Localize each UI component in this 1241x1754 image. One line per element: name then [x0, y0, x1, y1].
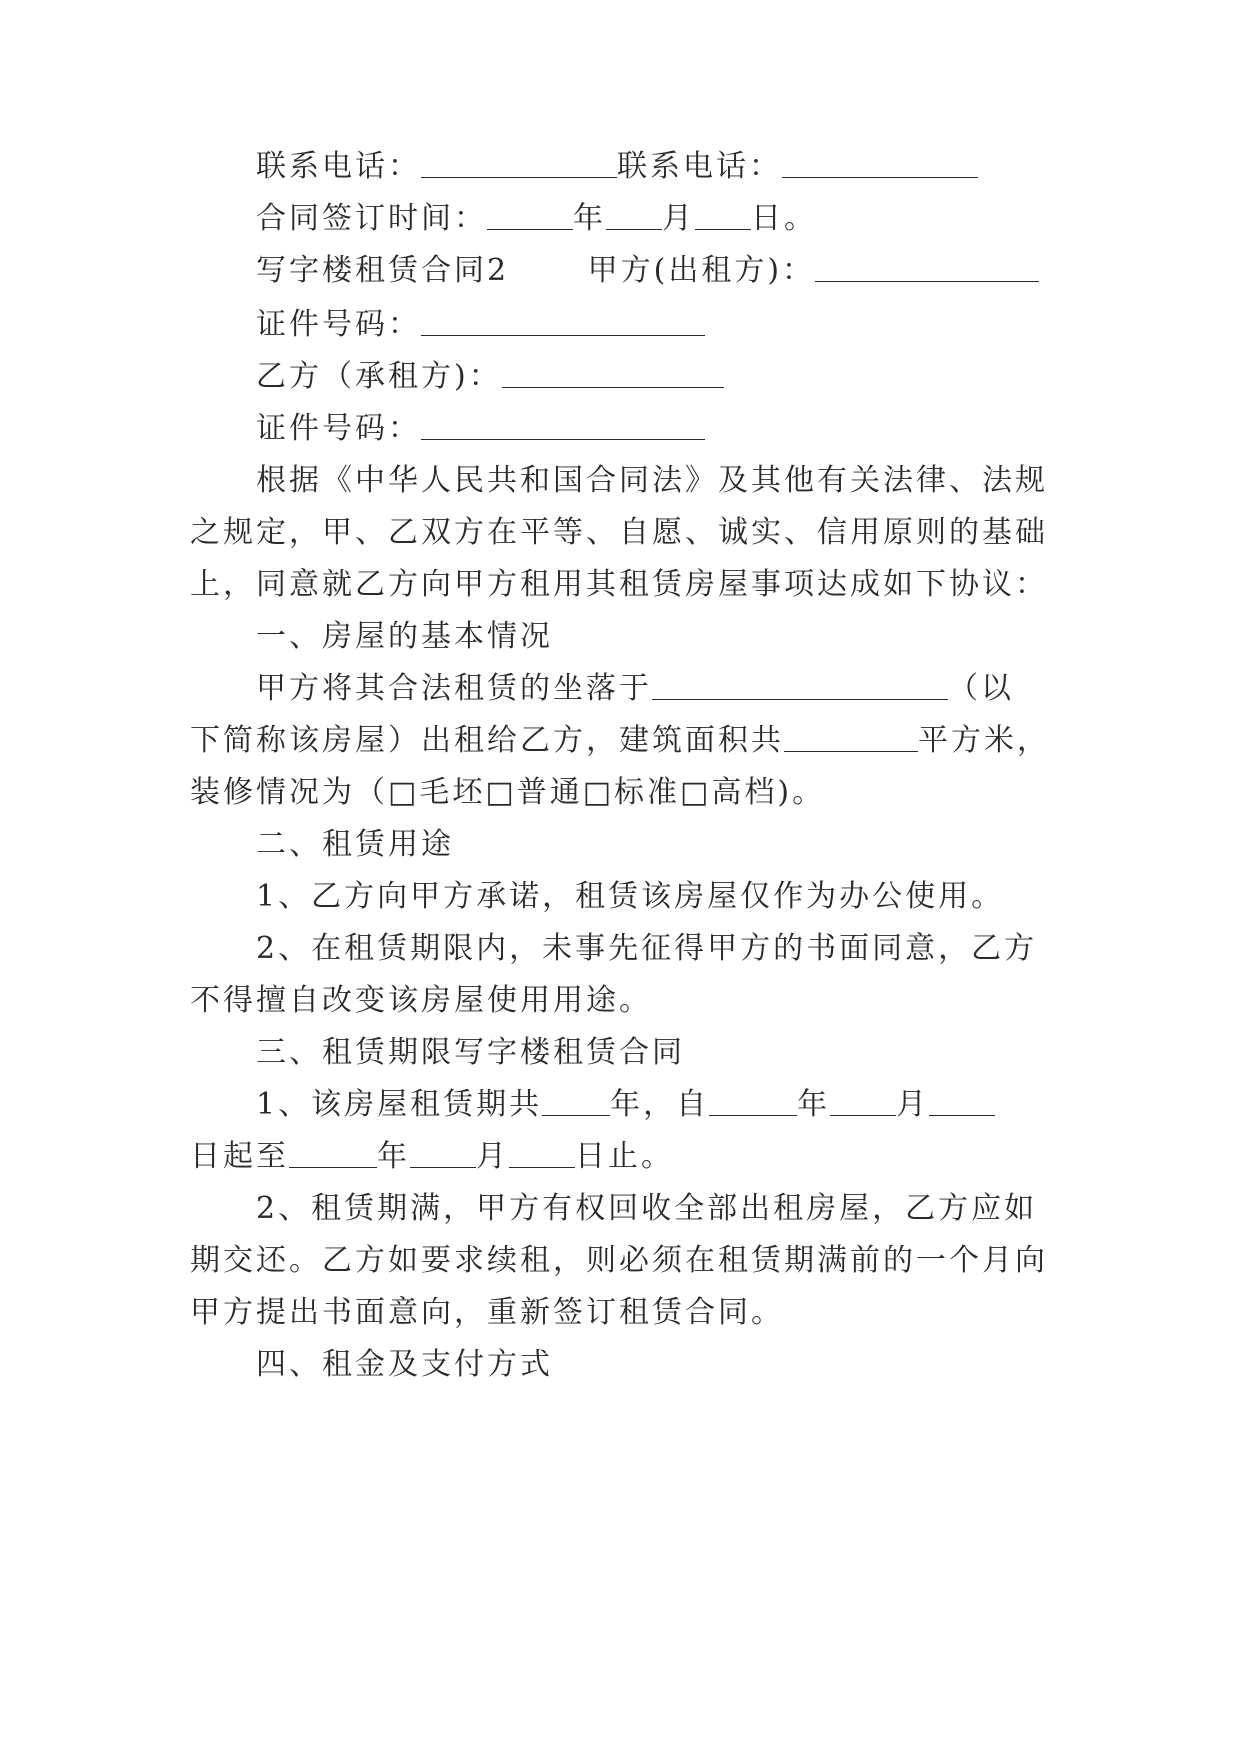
start-month-blank [830, 1085, 896, 1116]
section-3-item-1-line-2 [190, 1128, 1050, 1186]
signing-date-label: 合同签订时间： [256, 201, 487, 236]
preamble-line-1: 根据《中华人民共和国合同法》及其他有关法律、法规 [256, 463, 1048, 498]
section-3-item-2-line-3: 甲方提出书面意向，重新签订租赁合同。 [190, 1295, 784, 1330]
contact-phone-blank [421, 147, 617, 178]
contract-heading-line [256, 242, 1116, 300]
end-day-blank [509, 1137, 575, 1168]
lessor-id-line [256, 296, 1116, 354]
term-years-blank [542, 1085, 610, 1116]
preamble-line-3: 上，同意就乙方向甲方租用其租赁房屋事项达成如下协议： [190, 567, 1048, 602]
start-year-blank [709, 1085, 797, 1116]
section-3-item-2-line-1: 2、租赁期满，甲方有权回收全部出租房屋，乙方应如 [256, 1191, 1038, 1226]
location-text: 甲方将其合法租赁的坐落于 [256, 671, 652, 706]
year-text: 年 [573, 201, 606, 236]
lessee-id-line [256, 400, 1116, 458]
abbrev-text: （以 [948, 671, 1014, 706]
section-3-heading: 三、租赁期限写字楼租赁合同 [256, 1035, 685, 1070]
area-blank [784, 721, 918, 752]
section-2-item-2-line-2: 不得擅自改变该房屋使用用途。 [190, 983, 652, 1018]
contact-phone-label: 联系电话： [256, 149, 421, 184]
section-1-line-2 [190, 712, 1050, 770]
area-unit-text: 平方米， [918, 723, 1050, 758]
from-text: 年，自 [610, 1087, 710, 1122]
signing-day-blank [695, 199, 751, 230]
lessee-id-label: 证件号码： [256, 411, 421, 446]
lessor-id-label: 证件号码： [256, 307, 421, 342]
day-text: 日。 [751, 201, 817, 236]
end-month-blank [410, 1137, 476, 1168]
end-year-blank [289, 1137, 377, 1168]
signing-month-blank [606, 199, 662, 230]
end-year-text: 年 [377, 1139, 410, 1174]
signing-year-blank [487, 199, 573, 230]
lessor-id-blank [421, 305, 705, 336]
lessee-label: 乙方（承租方)： [256, 359, 502, 394]
section-2-item-2-line-1: 2、在租赁期限内，未事先征得甲方的书面同意，乙方 [256, 931, 1038, 966]
start-day-blank [929, 1085, 995, 1116]
contact-phone-label-2: 联系电话： [617, 149, 782, 184]
section-3-item-1-line-1 [256, 1076, 1116, 1134]
signing-date-line [256, 190, 1116, 248]
end-month-text: 月 [476, 1139, 509, 1174]
section-2-item-1: 1、乙方向甲方承诺，租赁该房屋仅作为办公使用。 [256, 879, 1005, 914]
section-1-line-3: 装修情况为（□毛坯□普通□标准□高档)。 [190, 775, 826, 810]
start-month-text: 月 [896, 1087, 930, 1122]
section-4-heading: 四、租金及支付方式 [256, 1347, 553, 1382]
lessee-line [256, 348, 1116, 406]
area-text: 下简称该房屋）出租给乙方，建筑面积共 [190, 723, 784, 758]
until-text: 日起至 [190, 1139, 289, 1174]
section-2-heading: 二、租赁用途 [256, 827, 454, 862]
contact-phone-blank-2 [782, 147, 978, 178]
lessee-blank [502, 357, 724, 388]
term-text: 1、该房屋租赁期共 [256, 1087, 543, 1122]
lessee-id-blank [421, 409, 705, 440]
lessor-blank [815, 251, 1039, 282]
contact-phone-line [256, 138, 1116, 196]
location-blank [652, 669, 948, 700]
contract-heading-text: 写字楼租赁合同2 甲方(出租方)： [256, 253, 816, 288]
section-3-item-2-line-2: 期交还。乙方如要求续租，则必须在租赁期满前的一个月向 [190, 1243, 1048, 1278]
section-1-line-1 [256, 660, 1116, 718]
preamble-line-2: 之规定，甲、乙双方在平等、自愿、诚实、信用原则的基础 [190, 515, 1048, 550]
section-1-heading: 一、房屋的基本情况 [256, 619, 553, 654]
start-year-text: 年 [797, 1087, 831, 1122]
end-day-text: 日止。 [575, 1139, 674, 1174]
month-text: 月 [662, 201, 695, 236]
